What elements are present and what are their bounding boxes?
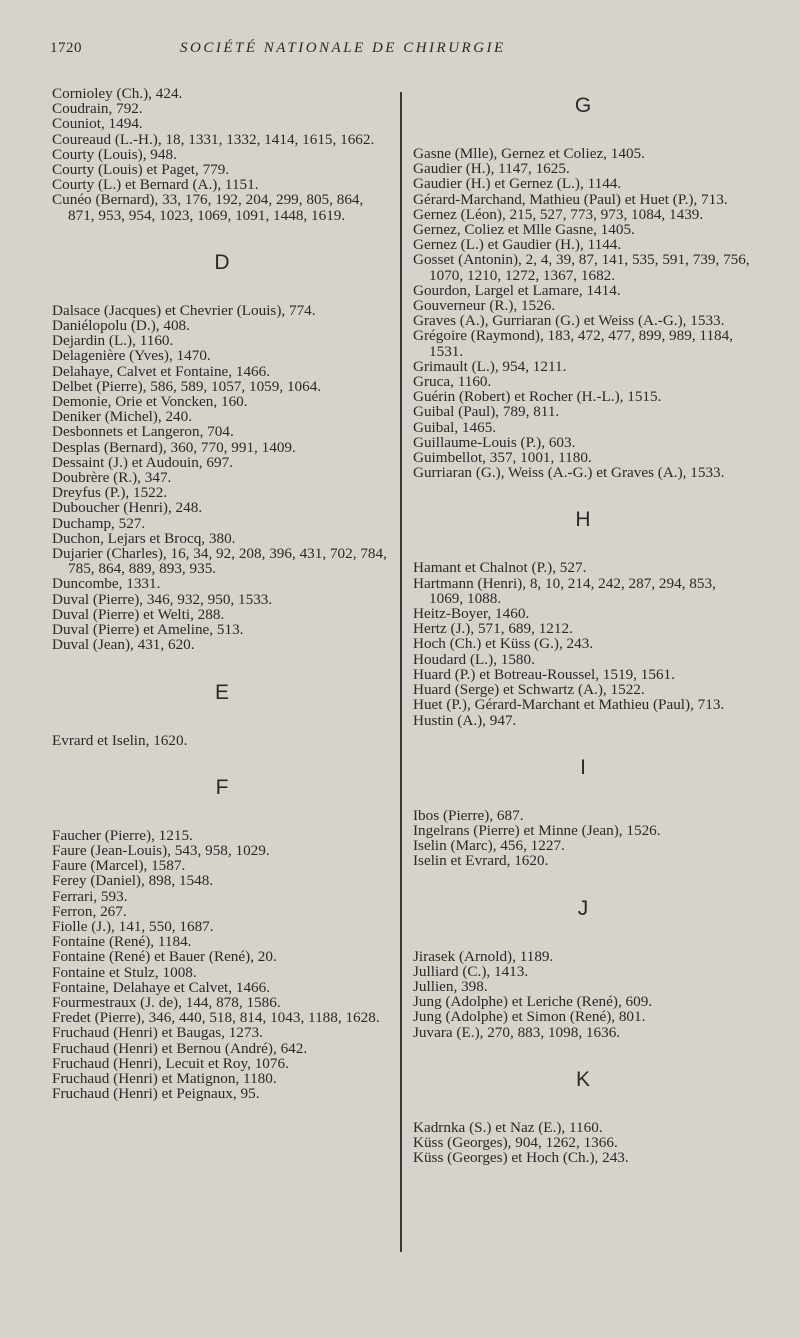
index-entry: Dreyfus (P.), 1522. — [52, 484, 168, 502]
index-entry: Ibos (Pierre), 687. — [413, 806, 524, 824]
index-entry: Duval (Pierre) et Ameline, 513. — [52, 621, 244, 639]
index-entry: Ferron, 267. — [52, 902, 127, 920]
index-entry: Jirasek (Arnold), 1189. — [413, 947, 554, 965]
section-letter: D — [214, 250, 230, 274]
index-entry: Couniot, 1494. — [52, 115, 143, 133]
index-entry: Fontaine (René) et Bauer (René), 20. — [52, 948, 277, 966]
index-entry: Delahaye, Calvet et Fontaine, 1466. — [52, 362, 271, 380]
index-entry: Fontaine et Stulz, 1008. — [52, 963, 197, 981]
index-entry: Grégoire (Raymond), 183, 472, 477, 899, 989, 1184, 1531. — [413, 327, 734, 360]
index-entry: Fruchaud (Henri) et Matignon, 1180. — [52, 1069, 277, 1087]
index-entry: Duchon, Lejars et Brocq, 380. — [52, 529, 236, 547]
index-entry: Jullien, 398. — [413, 977, 488, 995]
index-entry: Doubrère (R.), 347. — [52, 469, 172, 487]
index-entry: Jung (Adolphe) et Simon (René), 801. — [413, 1008, 646, 1026]
index-entry: Huard (Serge) et Schwartz (A.), 1522. — [413, 681, 645, 699]
index-entry: Guibal (Paul), 789, 811. — [413, 403, 560, 421]
index-entry: Hertz (J.), 571, 689, 1212. — [413, 620, 573, 638]
index-entry: Iselin (Marc), 456, 1227. — [413, 837, 565, 855]
index-entry: Gernez, Coliez et Mlle Gasne, 1405. — [413, 221, 635, 239]
index-entry: Guérin (Robert) et Rocher (H.-L.), 1515. — [413, 388, 662, 406]
index-entry: Desbonnets et Langeron, 704. — [52, 423, 234, 441]
index-entry: Ingelrans (Pierre) et Minne (Jean), 1526. — [413, 821, 661, 839]
index-entry: Evrard et Iselin, 1620. — [52, 731, 188, 749]
section-letter: I — [580, 755, 586, 779]
index-entry: Iselin et Evrard, 1620. — [413, 852, 549, 870]
index-entry: Gouverneur (R.), 1526. — [413, 297, 556, 315]
index-entry: Duncombe, 1331. — [52, 575, 161, 593]
index-entry: Demonie, Orie et Voncken, 160. — [52, 393, 248, 411]
index-entry: Hamant et Chalnot (P.), 527. — [413, 559, 587, 577]
index-entry: Huet (P.), Gérard-Marchant et Mathieu (Paul), 713. — [413, 696, 725, 714]
column-divider — [400, 92, 402, 1252]
index-entry: Courty (Louis), 948. — [52, 145, 177, 163]
index-entry: Coureaud (L.-H.), 18, 1331, 1332, 1414, 1615, 1662. — [52, 130, 375, 148]
index-entry: Dejardin (L.), 1160. — [52, 332, 174, 350]
index-entry: Fruchaud (Henri) et Peignaux, 95. — [52, 1085, 260, 1103]
index-entry: Cunéo (Bernard), 33, 176, 192, 204, 299, 805, 864, 871, 953, 954, 1023, 1069, 1091, 1448, 1619. — [52, 191, 364, 224]
index-entry: Julliard (C.), 1413. — [413, 962, 529, 980]
index-entry: Gourdon, Largel et Lamare, 1414. — [413, 281, 621, 299]
index-entry: Jung (Adolphe) et Leriche (René), 609. — [413, 993, 653, 1011]
index-entry: Duboucher (Henri), 248. — [52, 499, 203, 517]
index-column-left — [52, 86, 392, 1101]
index-entry: Fontaine (René), 1184. — [52, 933, 192, 951]
page-number: 1720 — [50, 40, 82, 56]
index-entry: Dessaint (J.) et Audouin, 697. — [52, 453, 233, 471]
index-entry: Hustin (A.), 947. — [413, 711, 517, 729]
index-entry: Huard (P.) et Botreau-Roussel, 1519, 1561. — [413, 665, 675, 683]
index-entry: Dalsace (Jacques) et Chevrier (Louis), 774. — [52, 301, 316, 319]
index-entry: Guillaume-Louis (P.), 603. — [413, 433, 576, 451]
index-entry: Fiolle (J.), 141, 550, 1687. — [52, 917, 214, 935]
index-entry: Gérard-Marchand, Mathieu (Paul) et Huet (P.), 713. — [413, 190, 728, 208]
index-entry: Gruca, 1160. — [413, 373, 492, 391]
index-entry: Duval (Pierre), 346, 932, 950, 1533. — [52, 590, 273, 608]
index-entry: Fourmestraux (J. de), 144, 878, 1586. — [52, 993, 281, 1011]
index-entry: Duval (Pierre) et Welti, 288. — [52, 605, 225, 623]
index-entry: Delagenière (Yves), 1470. — [52, 347, 211, 365]
index-entry: Küss (Georges) et Hoch (Ch.), 243. — [413, 1149, 629, 1167]
index-entry: Kadrnka (S.) et Naz (E.), 1160. — [413, 1118, 603, 1136]
index-entry: Graves (A.), Gurriaran (G.) et Weiss (A.-G.), 1533. — [413, 312, 725, 330]
index-entry: Gernez (Léon), 215, 527, 773, 973, 1084, 1439. — [413, 205, 704, 223]
index-column-right — [413, 86, 753, 1165]
index-entry: Daniélopolu (D.), 408. — [52, 317, 190, 335]
index-entry: Delbet (Pierre), 586, 589, 1057, 1059, 1064. — [52, 377, 322, 395]
index-entry: Juvara (E.), 270, 883, 1098, 1636. — [413, 1023, 621, 1041]
index-entry: Gosset (Antonin), 2, 4, 39, 87, 141, 535, 591, 739, 756, 1070, 1210, 1272, 1367, 1682. — [413, 251, 750, 284]
index-entry: Duval (Jean), 431, 620. — [52, 636, 195, 654]
index-entry: Guibal, 1465. — [413, 418, 497, 436]
index-entry: Fruchaud (Henri) et Baugas, 1273. — [52, 1024, 263, 1042]
index-entry: Gaudier (H.) et Gernez (L.), 1144. — [413, 175, 622, 193]
page-header — [50, 40, 750, 64]
index-entry: Courty (Louis) et Paget, 779. — [52, 161, 230, 179]
index-entry: Dujarier (Charles), 16, 34, 92, 208, 396, 431, 702, 784, 785, 864, 889, 893, 935. — [52, 545, 387, 578]
index-entry: Fruchaud (Henri), Lecuit et Roy, 1076. — [52, 1054, 289, 1072]
section-letter: J — [577, 896, 589, 920]
index-entry: Courty (L.) et Bernard (A.), 1151. — [52, 176, 259, 194]
index-entry: Houdard (L.), 1580. — [413, 650, 535, 668]
index-entry: Gurriaran (G.), Weiss (A.-G.) et Graves (A.), 1533. — [413, 464, 725, 482]
section-letter: F — [215, 775, 229, 799]
index-entry: Grimault (L.), 954, 1211. — [413, 357, 567, 375]
index-entry: Gaudier (H.), 1147, 1625. — [413, 160, 570, 178]
index-entry: Faucher (Pierre), 1215. — [52, 826, 193, 844]
section-letter: E — [214, 680, 229, 704]
index-entry: Cornioley (Ch.), 424. — [52, 85, 183, 102]
index-entry: Faure (Jean-Louis), 543, 958, 1029. — [52, 841, 270, 859]
section-letter: G — [574, 94, 592, 117]
index-entry: Duchamp, 527. — [52, 514, 146, 532]
index-entry: Coudrain, 792. — [52, 100, 143, 118]
index-entry: Ferrari, 593. — [52, 887, 128, 905]
section-letter: K — [575, 1067, 590, 1091]
index-entry: Gasne (Mlle), Gernez et Coliez, 1405. — [413, 145, 645, 162]
index-entry: Heitz-Boyer, 1460. — [413, 605, 530, 623]
index-entry: Deniker (Michel), 240. — [52, 408, 193, 426]
index-entry: Fruchaud (Henri) et Bernou (André), 642. — [52, 1039, 308, 1057]
running-title: SOCIÉTÉ NATIONALE DE CHIRURGIE — [180, 40, 506, 56]
index-entry: Hoch (Ch.) et Küss (G.), 243. — [413, 635, 594, 653]
index-entry: Desplas (Bernard), 360, 770, 991, 1409. — [52, 438, 296, 456]
index-entry: Fontaine, Delahaye et Calvet, 1466. — [52, 978, 271, 996]
index-entry: Hartmann (Henri), 8, 10, 214, 242, 287, 294, 853, 1069, 1088. — [413, 574, 716, 607]
index-entry: Küss (Georges), 904, 1262, 1366. — [413, 1133, 618, 1151]
index-entry: Guimbellot, 357, 1001, 1180. — [413, 449, 592, 467]
index-entry: Faure (Marcel), 1587. — [52, 857, 186, 875]
section-letter: H — [575, 508, 591, 532]
index-entry: Gernez (L.) et Gaudier (H.), 1144. — [413, 236, 622, 254]
index-entry: Ferey (Daniel), 898, 1548. — [52, 872, 214, 890]
index-entry: Fredet (Pierre), 346, 440, 518, 814, 1043, 1188, 1628. — [52, 1009, 380, 1027]
